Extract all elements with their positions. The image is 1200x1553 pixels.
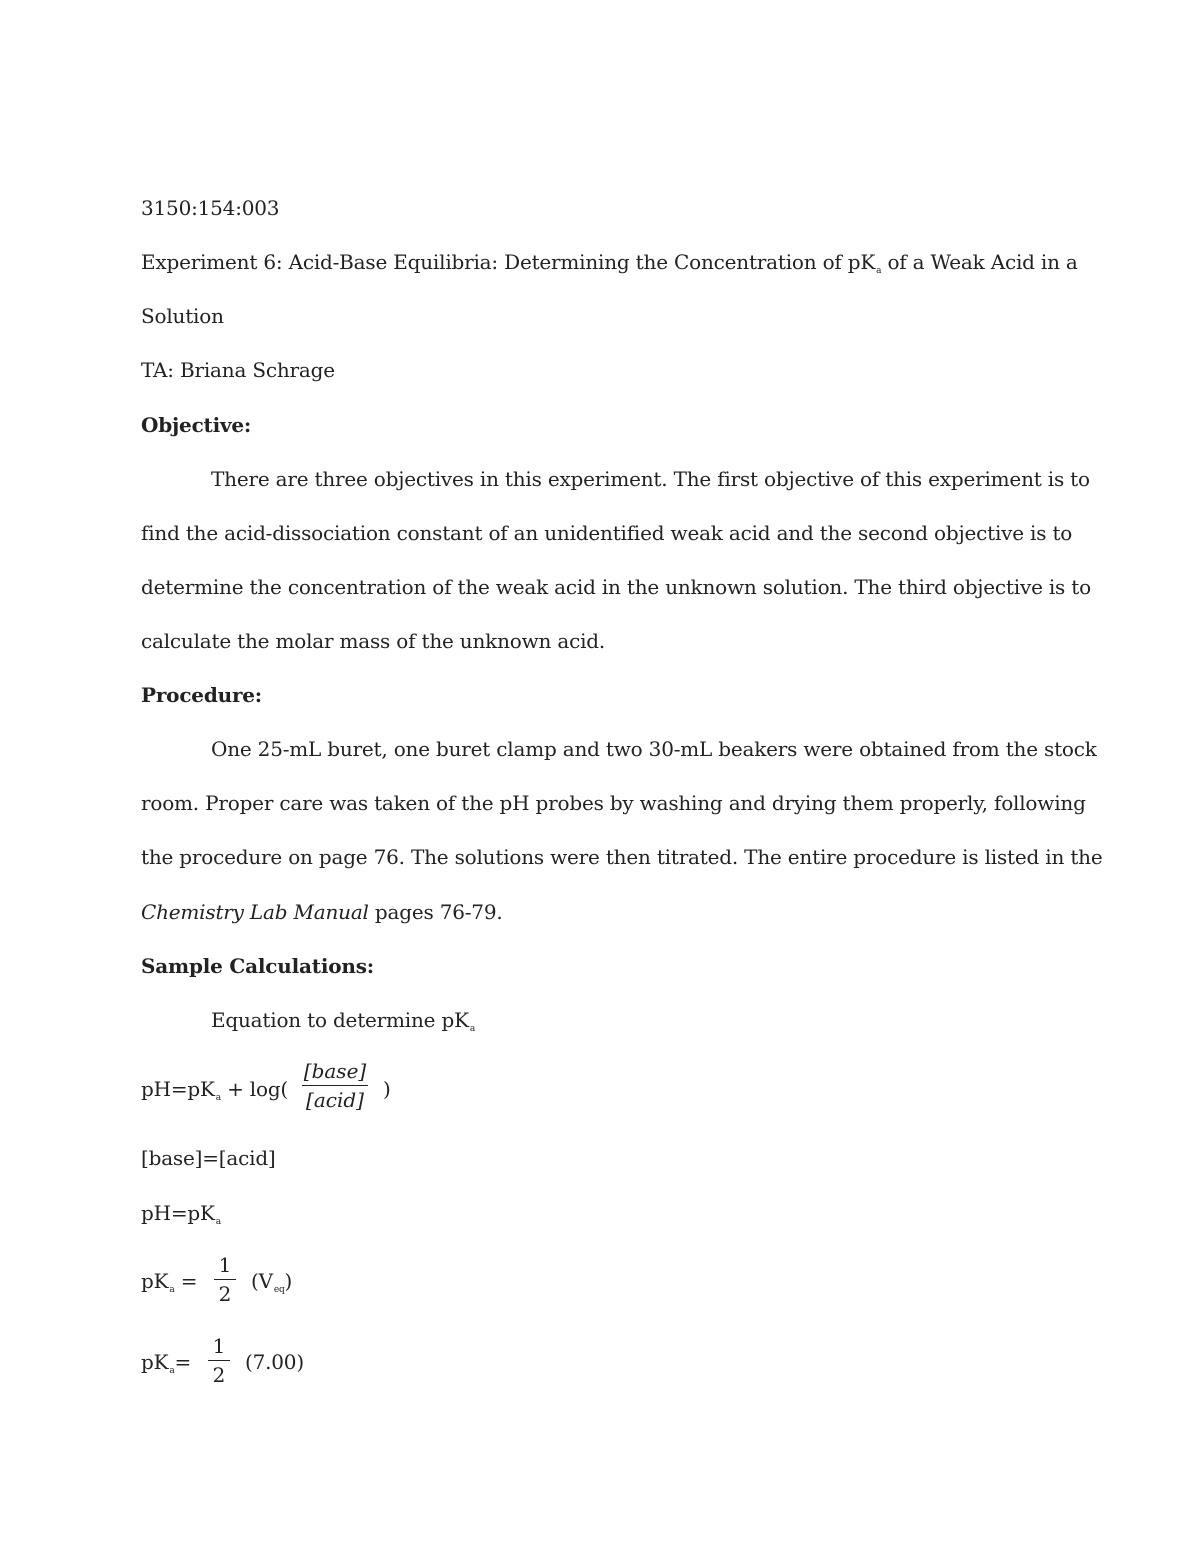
objective-heading: Objective: [141,413,252,437]
pka-half-value [141,1349,191,1380]
base-acid-fraction [302,1059,368,1112]
veq-term [251,1268,292,1299]
objective-line: determine the concentration of the weak acid in the unknown solution. The third objective is to [141,575,1091,599]
title-text-end: of a Weak Acid in a [881,250,1078,274]
value-term: (7.00) [245,1350,304,1374]
fraction-numerator: [base] [303,1059,367,1083]
eq5-text: pK [141,1350,169,1374]
eq1-close-paren: ) [383,1077,391,1101]
manual-pages: pages 76-79. [368,900,503,924]
ph-equals-pka [141,1200,221,1231]
procedure-line: the procedure on page 76. The solutions were then titrated. The entire procedure is listed in the [141,845,1103,869]
fraction-denominator: 2 [212,1363,226,1387]
fraction-denominator: [acid] [306,1088,364,1112]
objective-line: There are three objectives in this experiment. The first objective of this experiment is to [211,467,1090,491]
eq1-left: pH=pK [141,1077,215,1101]
course-number: 3150:154:003 [141,196,280,220]
eq4-text: pK [141,1269,169,1293]
henderson-equation [141,1076,288,1107]
eq4-subscript: a [169,1285,175,1295]
veq-subscript: eq [273,1285,285,1295]
equilibrium-equation: [base]=[acid] [141,1146,276,1170]
eq3-text: pH=pK [141,1201,215,1225]
eq5-equals: = [174,1350,192,1374]
half-fraction [208,1334,230,1387]
eq4-equals: = [174,1269,198,1293]
procedure-line [141,899,503,925]
procedure-line: One 25-mL buret, one buret clamp and two 30-mL beakers were obtained from the stock [211,737,1097,761]
ta-name: TA: Briana Schrage [141,358,335,382]
objective-line: find the acid-dissociation constant of an unidentified weak acid and the second objective is to [141,521,1073,545]
experiment-title [141,249,1078,280]
title-text: Experiment 6: Acid-Base Equilibria: Determining the Concentration of pK [141,250,876,274]
experiment-title-continued: Solution [141,304,224,328]
calculations-intro [211,1007,475,1038]
objective-line: calculate the molar mass of the unknown acid. [141,629,606,653]
fraction-bar [302,1085,368,1086]
fraction-bar [214,1279,236,1280]
eq1-subscript: a [215,1093,221,1103]
intro-text: Equation to determine pK [211,1008,469,1032]
fraction-bar [208,1360,230,1361]
manual-title: Chemistry Lab Manual [141,900,369,924]
procedure-heading: Procedure: [141,683,262,707]
eq5-subscript: a [169,1366,175,1376]
fraction-numerator: 1 [218,1253,232,1277]
eq1-log: + log( [220,1077,289,1101]
fraction-numerator: 1 [212,1334,226,1358]
title-subscript: a [876,266,882,276]
half-fraction [214,1253,236,1306]
eq3-subscript: a [215,1217,221,1227]
fraction-denominator: 2 [218,1282,232,1306]
veq-open: (V [251,1269,273,1293]
calculations-heading: Sample Calculations: [141,954,374,978]
intro-subscript: a [469,1024,475,1034]
pka-half-veq [141,1268,197,1299]
procedure-line: room. Proper care was taken of the pH probes by washing and drying them properly, following [141,791,1086,815]
veq-close: ) [284,1269,293,1293]
